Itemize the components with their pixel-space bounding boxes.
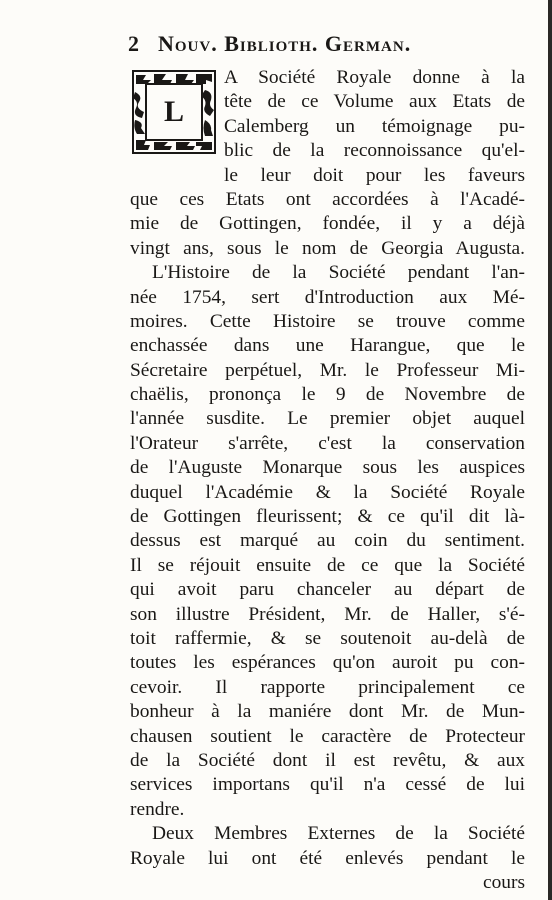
text-line: vingt ans, sous le nom de Georgia Augusta.	[130, 237, 525, 259]
running-title: Nouv. Biblioth. German.	[158, 31, 412, 56]
text-line: chaëlis, prononça le 9 de Novembre de	[130, 384, 525, 406]
text-line: toutes les espérances qu'on auroit pu con-	[130, 652, 525, 674]
text-line: duquel l'Académie & la Société Royale	[130, 481, 525, 503]
text-line: bonheur à la maniére dont Mr. de Mun-	[130, 701, 525, 723]
text-line: née 1754, sert d'Introduction aux Mé-	[130, 286, 525, 308]
text-line: rendre.	[130, 798, 185, 820]
text-line: dessus est marqué au coin du sentiment.	[130, 530, 525, 552]
text-line: Sécretaire perpétuel, Mr. le Professeur Mi-	[130, 359, 525, 381]
text-line: de la Société dont il est revêtu, & aux	[130, 749, 525, 771]
page-number: 2	[128, 31, 140, 56]
text-line: moires. Cette Histoire se trouve comme	[130, 310, 525, 332]
text-line: chausen soutient le caractère de Protecteur	[130, 725, 525, 747]
catchword: cours	[482, 871, 525, 893]
running-header	[128, 31, 508, 55]
text-line: Deux Membres Externes de la Société	[152, 823, 525, 845]
page-edge-shadow	[548, 0, 552, 900]
text-line: A Société Royale donne à la	[224, 67, 525, 88]
text-line: l'année susdite. Le premier objet auquel	[130, 408, 525, 430]
text-line: L'Histoire de la Société pendant l'an-	[152, 262, 525, 284]
text-line: Il se réjouit ensuite de ce que la Société	[130, 554, 525, 576]
text-line: services importans qu'il n'a cessé de lui	[130, 774, 525, 796]
text-line: le leur doit pour les faveurs	[224, 164, 525, 186]
text-line: Calemberg un témoignage pu-	[224, 115, 525, 137]
text-line: blic de la reconnoissance qu'el-	[224, 140, 525, 162]
dropcap-letter: L	[163, 95, 184, 128]
text-line: cevoir. Il rapporte principalement ce	[130, 676, 525, 698]
text-line: de l'Auguste Monarque sous les auspices	[130, 457, 525, 479]
text-line: Royale lui ont été enlevés pendant le	[130, 847, 525, 869]
text-line: de Gottingen fleurissent; & ce qu'il dit là-	[130, 506, 525, 528]
text-line: son illustre Président, Mr. de Haller, s'é-	[130, 603, 525, 625]
text-line: enchassée dans une Harangue, que le	[130, 335, 525, 357]
text-line: l'Orateur s'arrête, c'est la conservation	[130, 432, 525, 454]
text-line: que ces Etats ont accordées à l'Acadé-	[130, 188, 525, 210]
text-line: toit raffermie, & se soutenoit au-delà de	[130, 627, 525, 649]
text-line: mie de Gottingen, fondée, il y a déjà	[130, 213, 525, 235]
text-line: qui avoit paru chanceler au départ de	[130, 579, 525, 601]
text-line: tête de ce Volume aux Etats de	[224, 91, 525, 113]
article-body	[130, 66, 525, 895]
